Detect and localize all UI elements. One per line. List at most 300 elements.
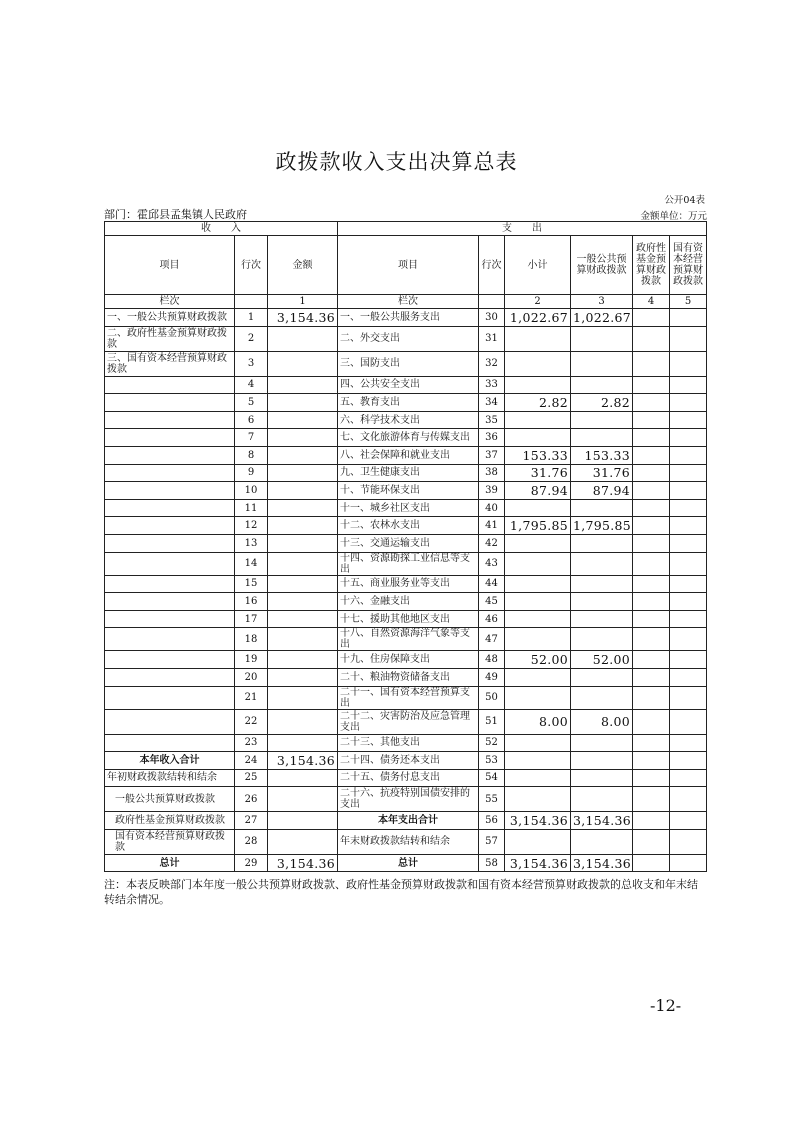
income-item bbox=[105, 394, 235, 412]
income-row-no: 15 bbox=[235, 575, 268, 593]
income-row-no: 27 bbox=[235, 812, 268, 830]
expense-state-capital bbox=[670, 429, 707, 447]
unit-label: 金额单位：万元 bbox=[640, 211, 707, 222]
expense-item: 二、外交支出 bbox=[338, 326, 479, 351]
expense-general bbox=[571, 769, 633, 787]
expense-state-capital bbox=[670, 446, 707, 464]
page-title: 政拨款收入支出决算总表 bbox=[275, 150, 518, 174]
expense-state-capital bbox=[670, 376, 707, 394]
expense-row-no: 36 bbox=[479, 429, 505, 447]
income-row-no: 9 bbox=[235, 464, 268, 482]
subtotal-header: 小计 bbox=[505, 236, 571, 295]
expense-gov-fund bbox=[633, 517, 670, 535]
expense-general bbox=[571, 575, 633, 593]
expense-subtotal bbox=[505, 376, 571, 394]
table-row bbox=[105, 769, 707, 787]
expense-state-capital bbox=[670, 651, 707, 669]
table-row bbox=[105, 464, 707, 482]
expense-state-capital bbox=[670, 610, 707, 628]
expense-subtotal: 1,795.85 bbox=[505, 517, 571, 535]
expense-row-no: 41 bbox=[479, 517, 505, 535]
table-row bbox=[105, 709, 707, 734]
expense-item: 二十五、债务付息支出 bbox=[338, 769, 479, 787]
expense-gov-fund bbox=[633, 464, 670, 482]
expense-subtotal: 1,022.67 bbox=[505, 309, 571, 327]
income-amount bbox=[268, 734, 338, 752]
expense-row-no: 44 bbox=[479, 575, 505, 593]
expense-subtotal bbox=[505, 668, 571, 686]
income-item bbox=[105, 517, 235, 535]
income-row-no: 22 bbox=[235, 709, 268, 734]
expense-state-capital bbox=[670, 552, 707, 575]
income-amount bbox=[268, 575, 338, 593]
expense-state-capital bbox=[670, 593, 707, 611]
col-label-expense: 栏次 bbox=[338, 295, 479, 309]
expense-subtotal bbox=[505, 326, 571, 351]
income-item bbox=[105, 709, 235, 734]
expense-item: 二十六、抗疫特别国债安排的支出 bbox=[338, 787, 479, 812]
page-number: -12- bbox=[650, 996, 682, 1015]
expense-subtotal bbox=[505, 787, 571, 812]
expense-gov-fund bbox=[633, 376, 670, 394]
expense-row-no: 57 bbox=[479, 829, 505, 854]
expense-gov-fund bbox=[633, 787, 670, 812]
expense-subtotal bbox=[505, 769, 571, 787]
gov-fund-header: 政府性基金预算财政拨款 bbox=[633, 236, 670, 295]
income-item: 一、一般公共预算财政拨款 bbox=[105, 309, 235, 327]
expense-state-capital bbox=[670, 499, 707, 517]
expense-subtotal bbox=[505, 829, 571, 854]
department-label: 部门：霍邱县孟集镇人民政府 bbox=[104, 208, 247, 221]
income-row-no: 20 bbox=[235, 668, 268, 686]
expense-state-capital bbox=[670, 854, 707, 872]
expense-state-capital bbox=[670, 769, 707, 787]
expense-row-no: 37 bbox=[479, 446, 505, 464]
expense-general bbox=[571, 668, 633, 686]
expense-general bbox=[571, 326, 633, 351]
income-item bbox=[105, 464, 235, 482]
income-amount bbox=[268, 517, 338, 535]
table-row bbox=[105, 575, 707, 593]
income-item bbox=[105, 499, 235, 517]
expense-subtotal bbox=[505, 752, 571, 770]
expense-item: 十四、资源勘探工业信息等支出 bbox=[338, 552, 479, 575]
table-row bbox=[105, 411, 707, 429]
expense-item: 四、公共安全支出 bbox=[338, 376, 479, 394]
expense-gov-fund bbox=[633, 593, 670, 611]
expense-item: 十九、住房保障支出 bbox=[338, 651, 479, 669]
income-row-no: 13 bbox=[235, 534, 268, 552]
income-row-no: 21 bbox=[235, 686, 268, 709]
table-row bbox=[105, 534, 707, 552]
income-item bbox=[105, 552, 235, 575]
expense-state-capital bbox=[670, 829, 707, 854]
expense-state-capital bbox=[670, 686, 707, 709]
expense-state-capital bbox=[670, 709, 707, 734]
table-row bbox=[105, 429, 707, 447]
income-amount bbox=[268, 534, 338, 552]
expense-subtotal bbox=[505, 499, 571, 517]
income-item bbox=[105, 575, 235, 593]
income-row-no: 5 bbox=[235, 394, 268, 412]
table-row bbox=[105, 593, 707, 611]
income-row-no: 24 bbox=[235, 752, 268, 770]
expense-general bbox=[571, 429, 633, 447]
table-row bbox=[105, 552, 707, 575]
table-row bbox=[105, 686, 707, 709]
expense-row-no: 56 bbox=[479, 812, 505, 830]
income-row-no: 12 bbox=[235, 517, 268, 535]
expense-general bbox=[571, 411, 633, 429]
income-amount bbox=[268, 552, 338, 575]
income-rowno-header: 行次 bbox=[235, 236, 268, 295]
expense-general: 2.82 bbox=[571, 394, 633, 412]
income-item: 三、国有资本经营预算财政拨款 bbox=[105, 351, 235, 376]
expense-item: 十七、援助其他地区支出 bbox=[338, 610, 479, 628]
income-amount bbox=[268, 376, 338, 394]
expense-subtotal bbox=[505, 411, 571, 429]
expense-gov-fund bbox=[633, 854, 670, 872]
expense-subtotal bbox=[505, 575, 571, 593]
income-item bbox=[105, 534, 235, 552]
expense-subtotal: 31.76 bbox=[505, 464, 571, 482]
table-row bbox=[105, 376, 707, 394]
income-amount bbox=[268, 351, 338, 376]
income-item: 政府性基金预算财政拨款 bbox=[105, 812, 235, 830]
expense-gov-fund bbox=[633, 446, 670, 464]
expense-row-no: 38 bbox=[479, 464, 505, 482]
expense-general: 87.94 bbox=[571, 482, 633, 500]
expense-gov-fund bbox=[633, 769, 670, 787]
income-row-no: 25 bbox=[235, 769, 268, 787]
income-item-header: 项目 bbox=[105, 236, 235, 295]
expense-state-capital bbox=[670, 812, 707, 830]
expense-gov-fund bbox=[633, 429, 670, 447]
expense-item: 五、教育支出 bbox=[338, 394, 479, 412]
expense-row-no: 42 bbox=[479, 534, 505, 552]
expense-item: 十、节能环保支出 bbox=[338, 482, 479, 500]
expense-row-no: 33 bbox=[479, 376, 505, 394]
income-item bbox=[105, 482, 235, 500]
expense-general bbox=[571, 610, 633, 628]
expense-gov-fund bbox=[633, 482, 670, 500]
expense-item: 十八、自然资源海洋气象等支出 bbox=[338, 628, 479, 651]
table-row bbox=[105, 326, 707, 351]
expense-row-no: 34 bbox=[479, 394, 505, 412]
expense-general bbox=[571, 552, 633, 575]
table-row bbox=[105, 829, 707, 854]
income-item bbox=[105, 446, 235, 464]
expense-gov-fund bbox=[633, 812, 670, 830]
table-row bbox=[105, 628, 707, 651]
income-row-no: 10 bbox=[235, 482, 268, 500]
expense-item: 二十二、灾害防治及应急管理支出 bbox=[338, 709, 479, 734]
expense-subtotal bbox=[505, 552, 571, 575]
expense-state-capital bbox=[670, 482, 707, 500]
income-amount bbox=[268, 482, 338, 500]
expense-state-capital bbox=[670, 787, 707, 812]
expense-gov-fund bbox=[633, 309, 670, 327]
income-amount bbox=[268, 464, 338, 482]
expense-state-capital bbox=[670, 517, 707, 535]
expense-state-capital bbox=[670, 668, 707, 686]
income-row-no: 29 bbox=[235, 854, 268, 872]
income-row-no: 17 bbox=[235, 610, 268, 628]
expense-gov-fund bbox=[633, 534, 670, 552]
income-amount bbox=[268, 446, 338, 464]
expense-item: 二十四、债务还本支出 bbox=[338, 752, 479, 770]
expense-subtotal: 2.82 bbox=[505, 394, 571, 412]
expense-gov-fund bbox=[633, 651, 670, 669]
income-amount: 3,154.36 bbox=[268, 854, 338, 872]
income-amount bbox=[268, 499, 338, 517]
income-item bbox=[105, 734, 235, 752]
expense-general bbox=[571, 829, 633, 854]
expense-row-no: 30 bbox=[479, 309, 505, 327]
expense-item-header: 项目 bbox=[338, 236, 479, 295]
table-row bbox=[105, 734, 707, 752]
expense-row-no: 52 bbox=[479, 734, 505, 752]
expense-general bbox=[571, 351, 633, 376]
expense-row-no: 45 bbox=[479, 593, 505, 611]
expense-item: 本年支出合计 bbox=[338, 812, 479, 830]
expense-gov-fund bbox=[633, 628, 670, 651]
expense-state-capital bbox=[670, 326, 707, 351]
expense-gov-fund bbox=[633, 610, 670, 628]
expense-row-no: 46 bbox=[479, 610, 505, 628]
income-row-no: 7 bbox=[235, 429, 268, 447]
income-item bbox=[105, 668, 235, 686]
state-capital-header: 国有资本经营预算财政拨款 bbox=[670, 236, 707, 295]
expense-subtotal: 153.33 bbox=[505, 446, 571, 464]
col-4: 4 bbox=[633, 295, 670, 309]
expense-subtotal: 3,154.36 bbox=[505, 854, 571, 872]
col-5: 5 bbox=[670, 295, 707, 309]
expense-subtotal bbox=[505, 610, 571, 628]
expense-row-no: 43 bbox=[479, 552, 505, 575]
expense-general: 153.33 bbox=[571, 446, 633, 464]
table-row bbox=[105, 651, 707, 669]
table-row bbox=[105, 394, 707, 412]
table-row bbox=[105, 517, 707, 535]
expense-general bbox=[571, 499, 633, 517]
income-amount-header: 金额 bbox=[268, 236, 338, 295]
income-item: 一般公共预算财政拨款 bbox=[105, 787, 235, 812]
income-amount: 3,154.36 bbox=[268, 752, 338, 770]
expense-row-no: 58 bbox=[479, 854, 505, 872]
expense-general bbox=[571, 593, 633, 611]
income-item bbox=[105, 610, 235, 628]
budget-table bbox=[104, 221, 707, 872]
expense-item: 二十三、其他支出 bbox=[338, 734, 479, 752]
col-label-income: 栏次 bbox=[105, 295, 235, 309]
table-row bbox=[105, 854, 707, 872]
expense-general bbox=[571, 734, 633, 752]
table-row bbox=[105, 610, 707, 628]
col-3: 3 bbox=[571, 295, 633, 309]
income-amount bbox=[268, 668, 338, 686]
income-amount bbox=[268, 686, 338, 709]
expense-general bbox=[571, 787, 633, 812]
income-amount bbox=[268, 812, 338, 830]
expense-state-capital bbox=[670, 351, 707, 376]
expense-row-no: 47 bbox=[479, 628, 505, 651]
table-row bbox=[105, 668, 707, 686]
expense-state-capital bbox=[670, 534, 707, 552]
table-row bbox=[105, 309, 707, 327]
expense-general: 8.00 bbox=[571, 709, 633, 734]
expense-item: 年末财政拨款结转和结余 bbox=[338, 829, 479, 854]
expense-subtotal bbox=[505, 429, 571, 447]
expense-general: 52.00 bbox=[571, 651, 633, 669]
expense-gov-fund bbox=[633, 686, 670, 709]
income-item: 年初财政拨款结转和结余 bbox=[105, 769, 235, 787]
col-2: 2 bbox=[505, 295, 571, 309]
income-row-no: 14 bbox=[235, 552, 268, 575]
income-row-no: 18 bbox=[235, 628, 268, 651]
expense-gov-fund bbox=[633, 668, 670, 686]
income-row-no: 28 bbox=[235, 829, 268, 854]
income-item bbox=[105, 429, 235, 447]
expense-gov-fund bbox=[633, 394, 670, 412]
income-item: 国有资本经营预算财政拨款 bbox=[105, 829, 235, 854]
income-row-no: 26 bbox=[235, 787, 268, 812]
expense-gov-fund bbox=[633, 411, 670, 429]
expense-general bbox=[571, 534, 633, 552]
expense-row-no: 54 bbox=[479, 769, 505, 787]
expense-gov-fund bbox=[633, 326, 670, 351]
expense-item: 十三、交通运输支出 bbox=[338, 534, 479, 552]
income-amount bbox=[268, 829, 338, 854]
expense-gov-fund bbox=[633, 752, 670, 770]
expense-general bbox=[571, 376, 633, 394]
expense-gov-fund bbox=[633, 734, 670, 752]
expense-gov-fund bbox=[633, 575, 670, 593]
income-amount bbox=[268, 610, 338, 628]
table-row bbox=[105, 812, 707, 830]
expense-row-no: 51 bbox=[479, 709, 505, 734]
expense-state-capital bbox=[670, 575, 707, 593]
income-amount bbox=[268, 411, 338, 429]
income-item bbox=[105, 686, 235, 709]
expense-state-capital bbox=[670, 394, 707, 412]
expense-general: 3,154.36 bbox=[571, 812, 633, 830]
expense-item: 一、一般公共服务支出 bbox=[338, 309, 479, 327]
expense-item: 二十一、国有资本经营预算支出 bbox=[338, 686, 479, 709]
table-row bbox=[105, 499, 707, 517]
table-row bbox=[105, 446, 707, 464]
expense-item: 总计 bbox=[338, 854, 479, 872]
expense-subtotal bbox=[505, 351, 571, 376]
expense-row-no: 53 bbox=[479, 752, 505, 770]
expense-subtotal: 8.00 bbox=[505, 709, 571, 734]
expense-general: 3,154.36 bbox=[571, 854, 633, 872]
expense-row-no: 50 bbox=[479, 686, 505, 709]
expense-state-capital bbox=[670, 464, 707, 482]
income-row-no: 8 bbox=[235, 446, 268, 464]
footnote: 注：本表反映部门本年度一般公共预算财政拨款、政府性基金预算财政拨款和国有资本经营预算财政拨款的总收支和年末结转结余情况。 bbox=[104, 878, 698, 906]
expense-subtotal bbox=[505, 534, 571, 552]
expense-item: 八、社会保障和就业支出 bbox=[338, 446, 479, 464]
expense-subtotal: 52.00 bbox=[505, 651, 571, 669]
expense-subtotal bbox=[505, 734, 571, 752]
income-row-no: 11 bbox=[235, 499, 268, 517]
income-item: 二、政府性基金预算财政拨款 bbox=[105, 326, 235, 351]
income-row-no: 2 bbox=[235, 326, 268, 351]
expense-general bbox=[571, 628, 633, 651]
income-item: 总计 bbox=[105, 854, 235, 872]
expense-gov-fund bbox=[633, 709, 670, 734]
expense-row-no: 40 bbox=[479, 499, 505, 517]
income-row-no: 3 bbox=[235, 351, 268, 376]
col-1: 1 bbox=[268, 295, 338, 309]
income-row-no: 6 bbox=[235, 411, 268, 429]
income-amount bbox=[268, 709, 338, 734]
table-row bbox=[105, 787, 707, 812]
expense-item: 十二、农林水支出 bbox=[338, 517, 479, 535]
expense-subtotal bbox=[505, 628, 571, 651]
expense-item: 二十、粮油物资储备支出 bbox=[338, 668, 479, 686]
income-row-no: 16 bbox=[235, 593, 268, 611]
income-amount bbox=[268, 394, 338, 412]
expense-row-no: 48 bbox=[479, 651, 505, 669]
expense-general bbox=[571, 752, 633, 770]
expense-state-capital bbox=[670, 734, 707, 752]
expense-section-header: 支 出 bbox=[338, 222, 707, 236]
general-budget-header: 一般公共预算财政拨款 bbox=[571, 236, 633, 295]
income-amount bbox=[268, 787, 338, 812]
expense-gov-fund bbox=[633, 829, 670, 854]
expense-row-no: 31 bbox=[479, 326, 505, 351]
expense-item: 十五、商业服务业等支出 bbox=[338, 575, 479, 593]
expense-subtotal: 87.94 bbox=[505, 482, 571, 500]
expense-gov-fund bbox=[633, 552, 670, 575]
expense-general: 1,022.67 bbox=[571, 309, 633, 327]
expense-row-no: 39 bbox=[479, 482, 505, 500]
expense-item: 九、卫生健康支出 bbox=[338, 464, 479, 482]
table-row bbox=[105, 351, 707, 376]
income-section-header: 收 入 bbox=[105, 222, 338, 236]
income-item bbox=[105, 593, 235, 611]
income-item bbox=[105, 411, 235, 429]
income-amount bbox=[268, 769, 338, 787]
income-row-no: 1 bbox=[235, 309, 268, 327]
form-number: 公开04表 bbox=[664, 195, 705, 206]
expense-state-capital bbox=[670, 411, 707, 429]
expense-subtotal bbox=[505, 686, 571, 709]
income-row-no: 23 bbox=[235, 734, 268, 752]
income-item: 本年收入合计 bbox=[105, 752, 235, 770]
expense-rowno-header: 行次 bbox=[479, 236, 505, 295]
expense-state-capital bbox=[670, 752, 707, 770]
expense-gov-fund bbox=[633, 351, 670, 376]
table-row bbox=[105, 752, 707, 770]
expense-item: 三、国防支出 bbox=[338, 351, 479, 376]
expense-item: 十一、城乡社区支出 bbox=[338, 499, 479, 517]
income-amount bbox=[268, 593, 338, 611]
expense-item: 六、科学技术支出 bbox=[338, 411, 479, 429]
expense-gov-fund bbox=[633, 499, 670, 517]
expense-general bbox=[571, 686, 633, 709]
income-item bbox=[105, 628, 235, 651]
expense-subtotal: 3,154.36 bbox=[505, 812, 571, 830]
expense-item: 十六、金融支出 bbox=[338, 593, 479, 611]
income-amount bbox=[268, 326, 338, 351]
table-row bbox=[105, 482, 707, 500]
expense-general: 1,795.85 bbox=[571, 517, 633, 535]
income-amount bbox=[268, 628, 338, 651]
income-amount bbox=[268, 651, 338, 669]
